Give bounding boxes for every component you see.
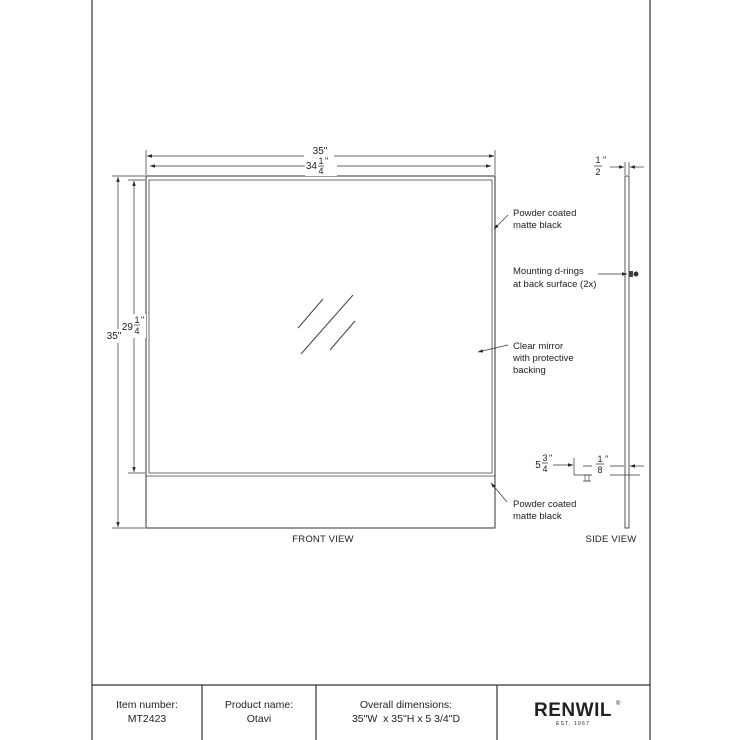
bottom-depth-denominator: 8 <box>597 465 603 475</box>
front-view-caption: FRONT VIEW <box>292 534 354 545</box>
callout-frame-bottom <box>491 483 576 522</box>
inner-height-unit: " <box>141 315 145 325</box>
callout-glass-line-2: with protective <box>513 353 574 364</box>
inner-width-unit: " <box>325 156 329 166</box>
bottom-depth-dimension <box>583 454 644 476</box>
callout-glass-line-3: backing <box>513 365 546 376</box>
overall-height-unit: " <box>117 331 122 342</box>
item-number-label: Item number: <box>116 699 178 711</box>
product-name-value: Otavi <box>246 713 272 725</box>
title-block <box>92 685 650 740</box>
sheet-border <box>92 0 650 740</box>
inner-height-denominator: 4 <box>134 326 140 336</box>
overall-depth-dimension <box>535 453 640 481</box>
inner-height-dimension <box>121 180 146 473</box>
bottom-depth-unit: " <box>605 454 609 464</box>
callout-frame-bottom-line-1: Powder coated <box>513 499 577 510</box>
svg-text:35" <box>107 331 122 342</box>
mirror-frame <box>146 176 495 528</box>
callout-frame-top <box>494 208 576 231</box>
item-number-value: MT2423 <box>127 713 167 725</box>
inner-height-whole: 29 <box>121 322 133 333</box>
callout-frame-top-line-2: matte black <box>513 220 562 231</box>
overall-height-dimension <box>103 176 145 528</box>
callout-d-rings-line-2: at back surface (2x) <box>513 279 597 290</box>
overall-dimensions-cell <box>352 699 460 725</box>
brand-name: RENWIL <box>534 700 612 721</box>
bottom-depth-numerator: 1 <box>597 454 603 464</box>
item-number-cell <box>116 699 178 725</box>
top-depth-denominator: 2 <box>595 167 601 177</box>
brand-tagline: EST. 1967 <box>556 721 590 727</box>
top-depth-dimension <box>594 155 644 177</box>
side-view-caption: SIDE VIEW <box>585 534 637 545</box>
overall-depth-numerator: 3 <box>542 453 548 463</box>
brand-logo <box>534 700 621 727</box>
top-depth-unit: " <box>603 155 607 165</box>
inner-width-numerator: 1 <box>318 156 324 166</box>
callout-glass-line-1: Clear mirror <box>513 341 564 352</box>
inner-width-denominator: 4 <box>318 166 324 176</box>
product-name-cell <box>225 699 293 725</box>
inner-width-dimension <box>150 156 491 176</box>
product-name-label: Product name: <box>224 699 294 711</box>
overall-depth-unit: " <box>549 453 553 463</box>
overall-width-value: 35 <box>312 146 324 157</box>
callout-frame-bottom-line-2: matte black <box>513 511 562 522</box>
overall-depth-denominator: 4 <box>542 464 548 474</box>
callout-frame-top-line-1: Powder coated <box>513 208 577 219</box>
overall-dimensions-label: Overall dimensions: <box>359 699 453 711</box>
brand-registered-mark: ® <box>616 701 621 707</box>
inner-width-whole: 34 <box>305 161 317 172</box>
d-ring-hardware <box>629 271 639 277</box>
glass-reflection-marks <box>298 295 355 354</box>
callout-d-rings <box>513 266 627 290</box>
top-depth-numerator: 1 <box>595 155 601 165</box>
overall-height-value: 35 <box>106 331 118 342</box>
overall-dimensions-value: 35"W x 35"H x 5 3/4"D <box>351 713 461 725</box>
inner-height-numerator: 1 <box>134 315 140 325</box>
front-view <box>103 146 576 545</box>
overall-depth-whole: 5 <box>535 460 541 471</box>
callout-d-rings-line-1: Mounting d-rings <box>513 266 584 277</box>
overall-width-unit: " <box>323 146 328 157</box>
